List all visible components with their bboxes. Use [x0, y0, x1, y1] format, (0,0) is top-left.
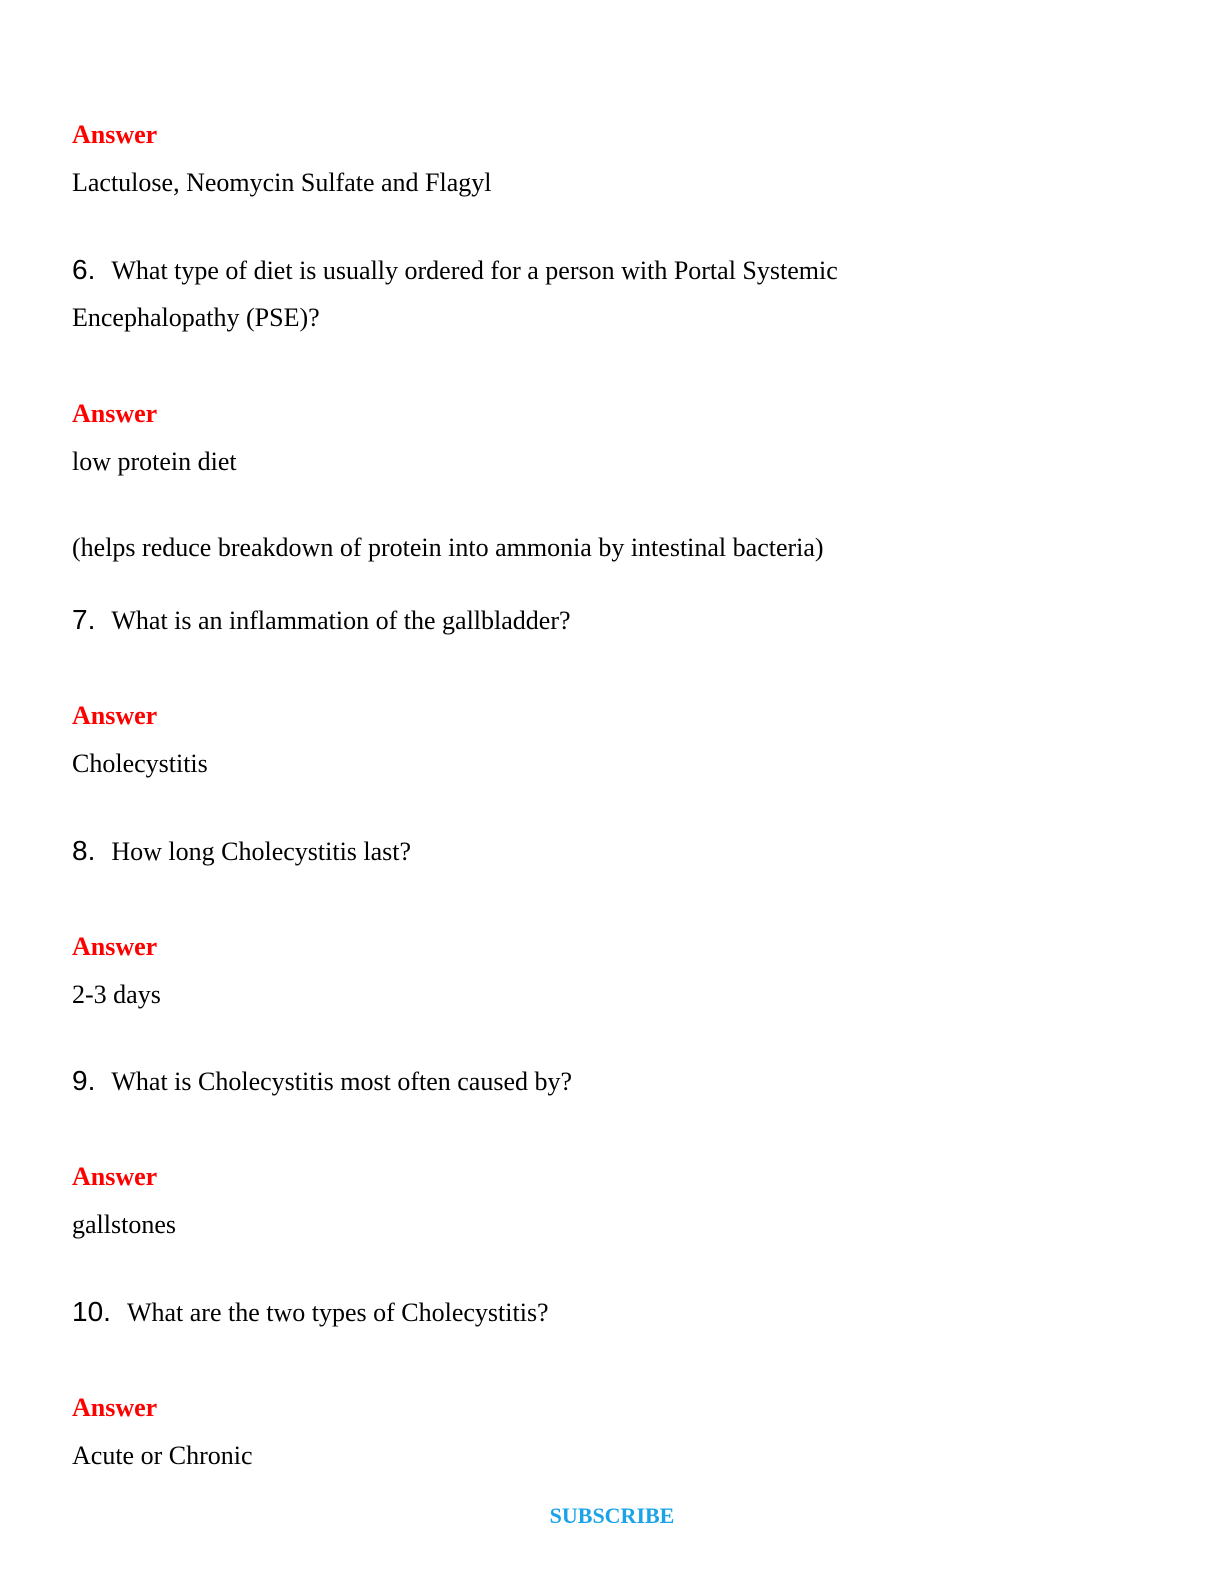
question-number: 7.: [72, 604, 96, 635]
question-6-continuation: Encephalopathy (PSE)?: [72, 303, 320, 332]
answer-text: Acute or Chronic: [72, 1441, 253, 1470]
question-number: 10.: [72, 1296, 111, 1327]
answer-label: Answer: [72, 1162, 158, 1191]
answer-label: Answer: [72, 1393, 158, 1422]
answer-text: low protein diet: [72, 447, 237, 476]
question-text: What are the two types of Cholecystitis?: [126, 1298, 549, 1327]
answer-text: 2-3 days: [72, 980, 161, 1009]
answer-text: Lactulose, Neomycin Sulfate and Flagyl: [72, 168, 492, 197]
question-8: [72, 836, 411, 867]
question-9: [72, 1066, 572, 1097]
question-7: [72, 605, 571, 636]
answer-text: Cholecystitis: [72, 749, 208, 778]
answer-label: Answer: [72, 120, 158, 149]
question-6: [72, 255, 838, 286]
question-number: 8.: [72, 835, 96, 866]
question-text: How long Cholecystitis last?: [111, 837, 412, 866]
answer-label: Answer: [72, 701, 158, 730]
subscribe-link[interactable]: SUBSCRIBE: [549, 1503, 675, 1528]
question-text: What is Cholecystitis most often caused by?: [111, 1067, 573, 1096]
answer-note: (helps reduce breakdown of protein into ammonia by intestinal bacteria): [72, 533, 824, 562]
question-text: What is an inflammation of the gallbladder?: [111, 606, 571, 635]
answer-label: Answer: [72, 932, 158, 961]
answer-label: Answer: [72, 399, 158, 428]
question-number: 9.: [72, 1065, 96, 1096]
question-text: What type of diet is usually ordered for a person with Portal Systemic: [111, 256, 838, 285]
answer-text: gallstones: [72, 1210, 176, 1239]
question-10: [72, 1297, 549, 1328]
question-number: 6.: [72, 254, 96, 285]
